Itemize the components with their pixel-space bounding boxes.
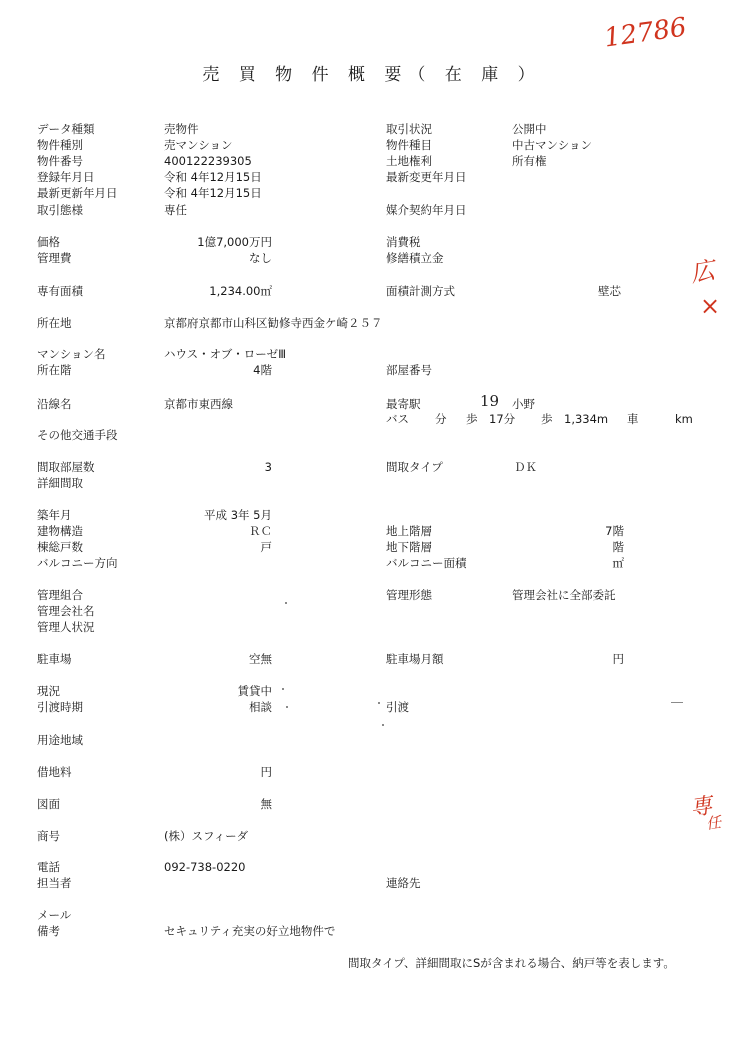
value: 中古マンション (512, 138, 592, 152)
value: 3 (264, 460, 272, 474)
label: 駐車場 (37, 652, 72, 666)
footnote: 間取タイプ、詳細間取にSが含まれる場合、納戸等を表します。 (348, 956, 675, 970)
label: 用途地域 (37, 733, 83, 747)
value: 所有権 (512, 154, 547, 168)
page-title: 売 買 物 件 概 要（ 在 庫 ） (202, 65, 542, 85)
access-walk2: 歩 (541, 412, 553, 426)
value: 7階 (605, 524, 624, 538)
label: 連絡先 (386, 876, 421, 890)
value: セキュリティ充実の好立地物件で (164, 924, 336, 938)
value: 円 (612, 652, 624, 666)
label: マンション名 (37, 347, 106, 361)
label: 地下階層 (386, 540, 432, 554)
value: ＤＫ (514, 460, 537, 474)
label: 専有面積 (37, 284, 83, 298)
value: 壁芯 (598, 284, 621, 298)
label: その他交通手段 (37, 428, 118, 442)
value: 京都市東西線 (164, 397, 233, 411)
label: 引渡 (386, 700, 409, 714)
scan-speck (282, 688, 284, 690)
access-distance: 1,334m (564, 412, 609, 426)
label: 管理形態 (386, 588, 432, 602)
label: 所在階 (37, 363, 72, 377)
scan-speck (285, 602, 287, 604)
value: 売マンション (164, 138, 233, 152)
label: 登録年月日 (37, 170, 95, 184)
handwritten-number: 12786 (602, 12, 689, 54)
label: 物件種目 (386, 138, 432, 152)
handwritten-mark-ko: 広 (688, 256, 717, 288)
value: 円 (260, 765, 272, 779)
value: 戸 (260, 540, 272, 554)
label: 駐車場月額 (386, 652, 444, 666)
value: 賃貸中 (237, 684, 272, 698)
value: 売物件 (164, 122, 199, 136)
label: 媒介契約年月日 (386, 203, 467, 217)
value: 専任 (164, 203, 187, 217)
label: バルコニー面積 (386, 556, 467, 570)
value: 管理会社に全部委託 (512, 588, 616, 602)
handwritten-mark-sen: 専 (688, 793, 714, 822)
label: 管理人状況 (37, 620, 95, 634)
value: 公開中 (512, 122, 547, 136)
value: ＲＣ (249, 524, 272, 538)
label: 管理会社名 (37, 604, 95, 618)
label: 土地権利 (386, 154, 432, 168)
scan-speck (382, 724, 384, 726)
value: ㎡ (612, 556, 624, 570)
label: 商号 (37, 829, 60, 843)
value: ハウス・オブ・ローゼⅢ (164, 347, 287, 361)
scan-speck (671, 702, 683, 703)
value: 4階 (253, 363, 272, 377)
scan-speck (286, 706, 288, 708)
label: 間取タイプ (386, 460, 443, 474)
value: 400122239305 (164, 154, 252, 168)
handwritten-mark-nin: 任 (704, 813, 723, 833)
label: 現況 (37, 684, 60, 698)
value: (株）スフィーダ (164, 829, 249, 843)
value: なし (249, 251, 272, 265)
label: 取引状況 (386, 122, 432, 136)
label: 築年月 (37, 508, 72, 522)
value: 092-738-0220 (164, 860, 246, 874)
value: 平成 3年 5月 (204, 508, 272, 522)
label: 所在地 (37, 316, 72, 330)
label: 物件番号 (37, 154, 83, 168)
label: 建物構造 (37, 524, 83, 538)
label: バルコニー方向 (37, 556, 118, 570)
label: 引渡時期 (37, 700, 83, 714)
label: 消費税 (386, 235, 421, 249)
label: 担当者 (37, 876, 72, 890)
label: 物件種別 (37, 138, 83, 152)
label: 最新変更年月日 (386, 170, 467, 184)
access-km: km (675, 412, 693, 426)
label: データ種類 (37, 122, 95, 136)
label: 面積計測方式 (386, 284, 455, 298)
label: 部屋番号 (386, 363, 432, 377)
label: 地上階層 (386, 524, 432, 538)
value: 小野 (512, 397, 535, 411)
value: 無 (260, 797, 272, 811)
label: 図面 (37, 797, 60, 811)
value: 空無 (249, 652, 272, 666)
value: 令和 4年12月15日 (164, 170, 262, 184)
handwritten-station-fix: 19 (480, 392, 500, 410)
label: 詳細間取 (37, 476, 83, 490)
label: 価格 (37, 235, 60, 249)
label: 最寄駅 (386, 397, 421, 411)
access-min: 分 (435, 412, 447, 426)
label: 取引態様 (37, 203, 83, 217)
label: メール (37, 908, 72, 922)
label: 最新更新年月日 (37, 186, 118, 200)
label: 借地料 (37, 765, 72, 779)
value: 京都府京都市山科区勧修寺西金ケ崎２５７ (164, 316, 383, 330)
value: 階 (612, 540, 624, 554)
label: 電話 (37, 860, 60, 874)
label: 棟総戸数 (37, 540, 83, 554)
label: 修繕積立金 (386, 251, 444, 265)
access-bus: バス (386, 412, 409, 426)
access-car: 車 (627, 412, 639, 426)
value: 1,234.00㎡ (209, 284, 272, 298)
access-walk: 歩 (466, 412, 478, 426)
value: 令和 4年12月15日 (164, 186, 262, 200)
scan-speck (378, 702, 380, 704)
label: 管理組合 (37, 588, 83, 602)
value: 1億7,000万円 (197, 235, 272, 249)
value: 相談 (249, 700, 272, 714)
label: 間取部屋数 (37, 460, 95, 474)
label: 沿線名 (37, 397, 72, 411)
label: 備考 (37, 924, 60, 938)
access-walk-min: 17分 (489, 412, 516, 426)
handwritten-mark-x: × (700, 292, 721, 320)
label: 管理費 (37, 251, 72, 265)
